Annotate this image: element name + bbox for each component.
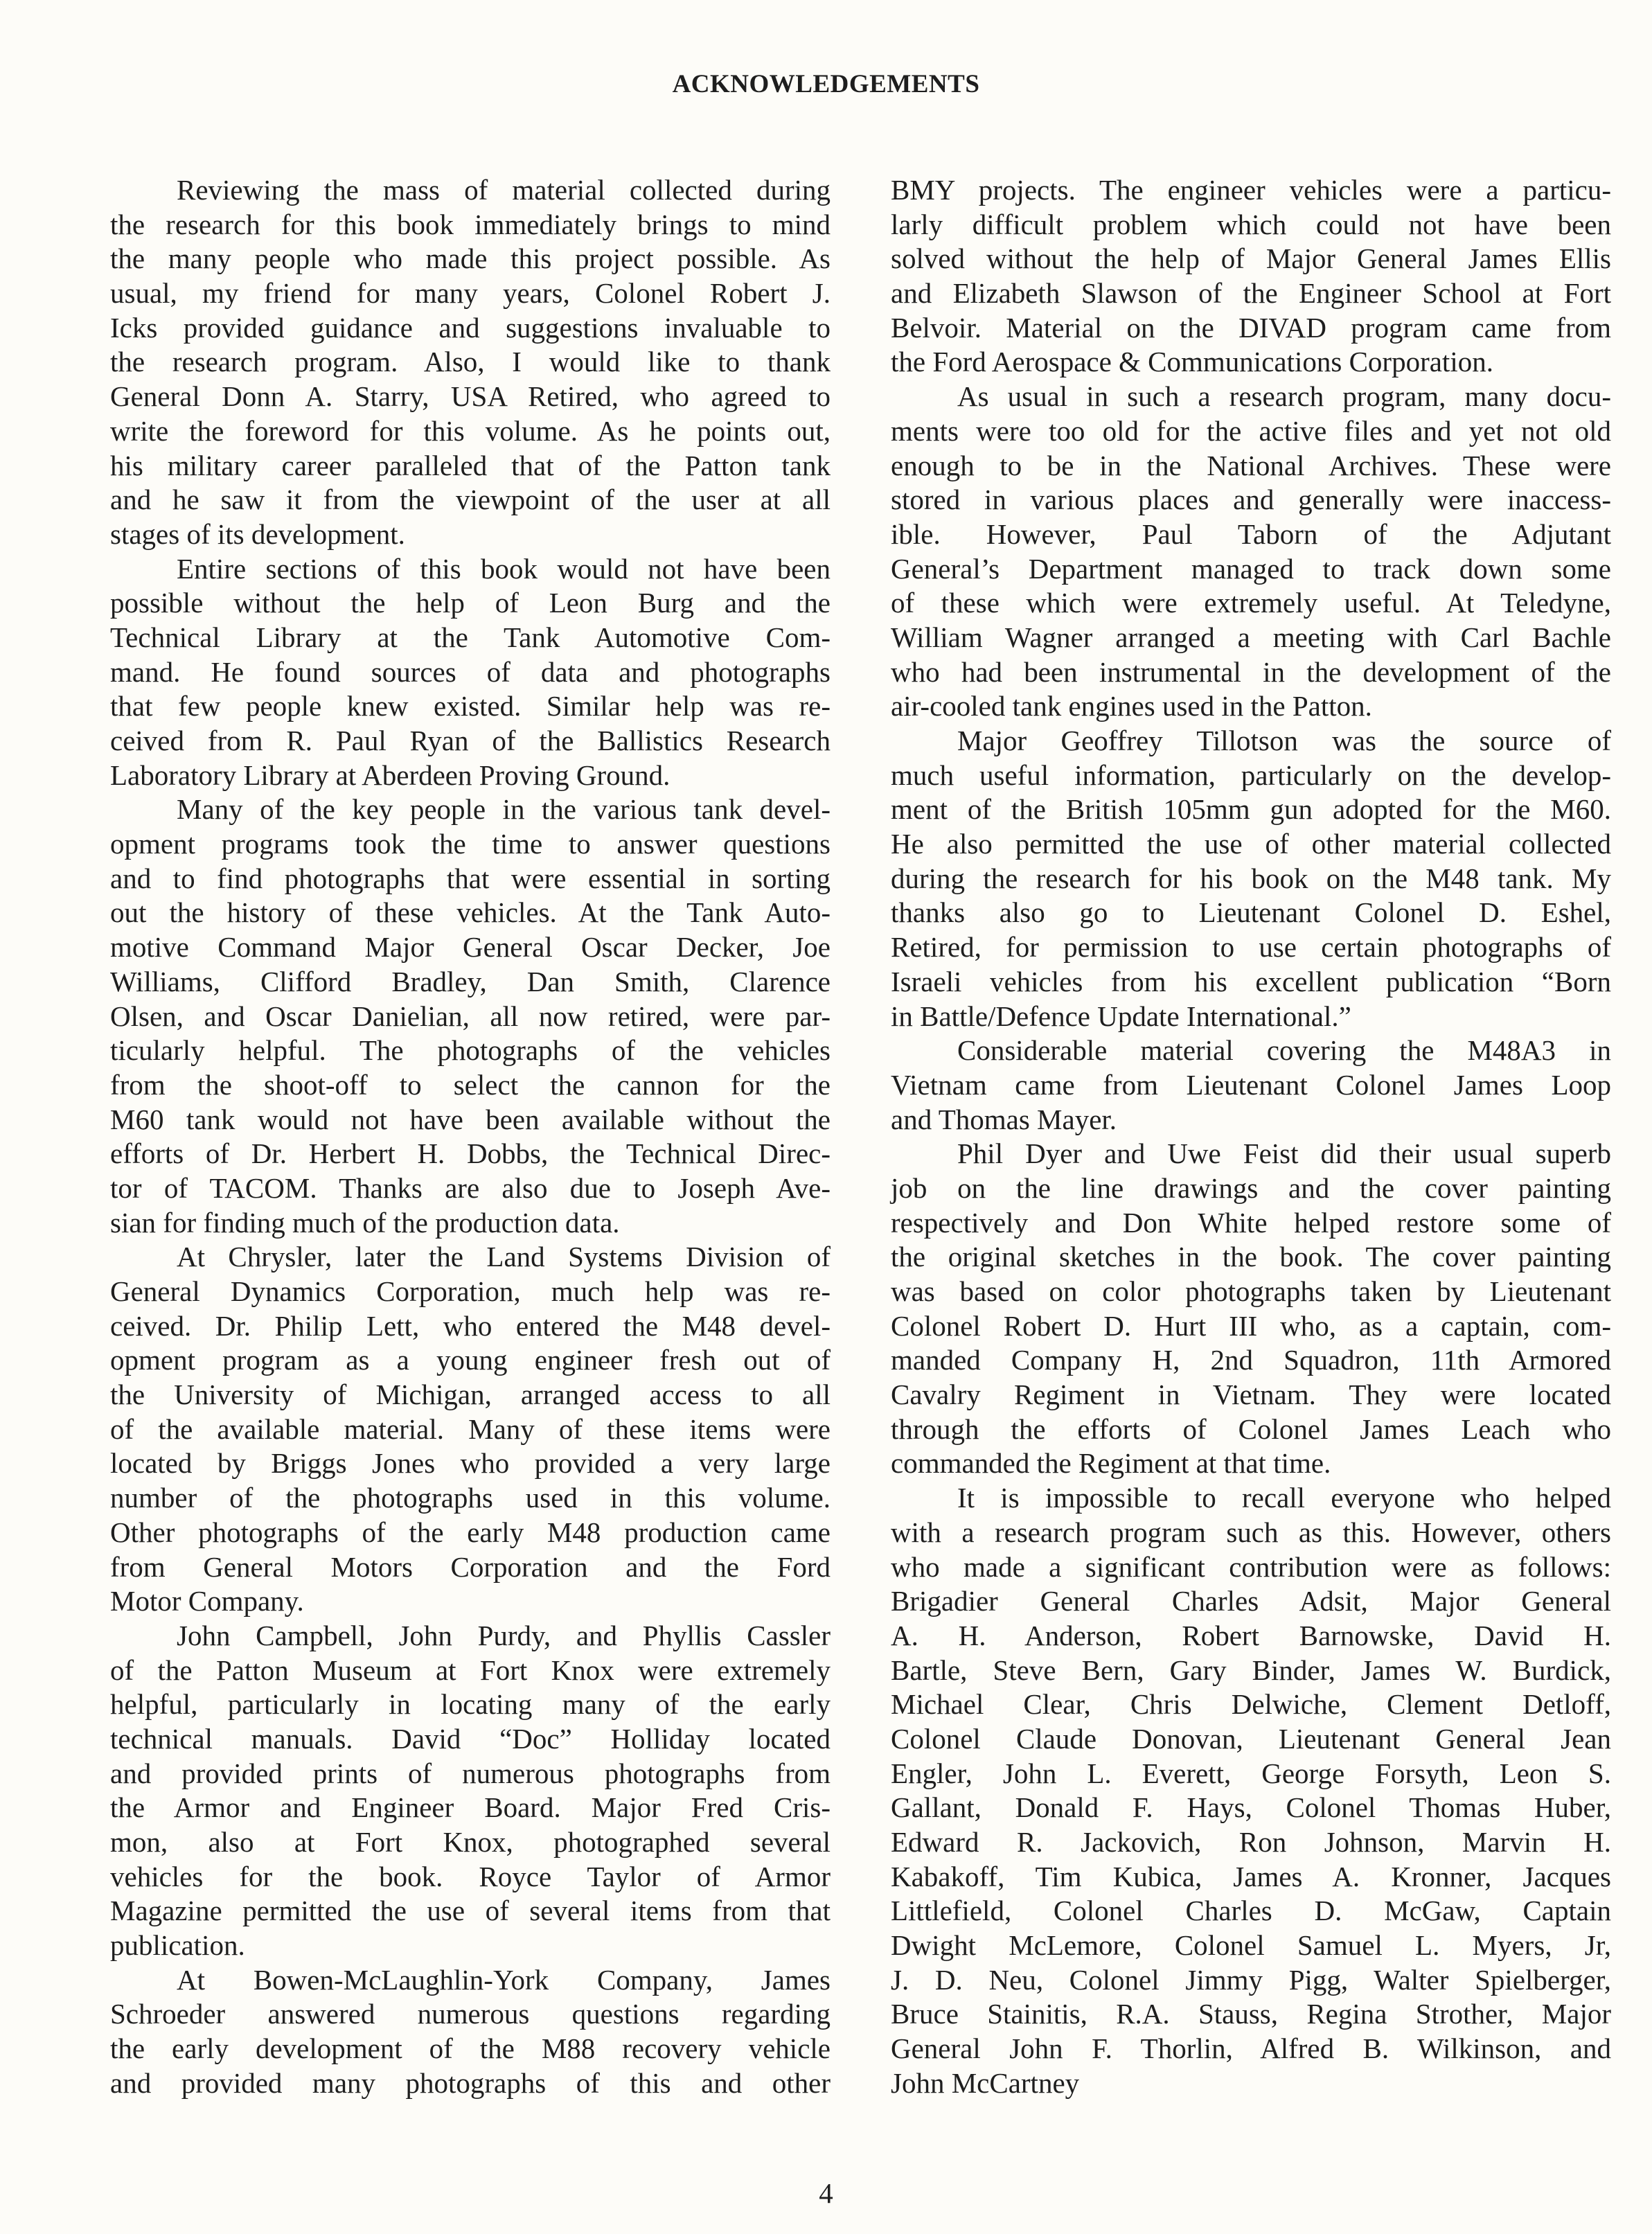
right-column (891, 173, 1611, 2101)
text-line: Bartle, Steve Bern, Gary Binder, James W. Burdick, (891, 1654, 1611, 1686)
text-line: Israeli vehicles from his excellent publication “Born (891, 965, 1611, 998)
text-line: ceived from R. Paul Ryan of the Ballistics Research (110, 725, 831, 756)
paragraph (110, 792, 831, 1240)
text-line: Vietnam came from Lieutenant Colonel James Loop (891, 1068, 1611, 1101)
text-line: Bruce Stainitis, R.A. Stauss, Regina Strother, Major (891, 1998, 1611, 2030)
text-line: commanded the Regiment at that time. (891, 1447, 1331, 1480)
text-line: General Donn A. Starry, USA Retired, who agreed to (110, 380, 831, 413)
text-line: vehicles for the book. Royce Taylor of Armor (110, 1860, 831, 1892)
text-line: of these which were extremely useful. At Teledyne, (891, 587, 1611, 619)
text-line: It is impossible to recall everyone who helped (957, 1482, 1611, 1514)
paragraph (110, 173, 831, 552)
text-line: General Dynamics Corporation, much help was re- (110, 1275, 831, 1307)
text-line: ment of the British 105mm gun adopted for the M60. (891, 793, 1611, 826)
text-line: ticularly helpful. The photographs of the vehicles (110, 1034, 831, 1067)
text-line: of the available material. Many of these items were (110, 1412, 831, 1445)
text-line: write the foreword for this volume. As he points out, (110, 414, 831, 447)
text-line: and provided many photographs of this and other (110, 2066, 831, 2099)
text-line: Michael Clear, Chris Delwiche, Clement Detloff, (891, 1688, 1611, 1721)
text-line: the Ford Aerospace & Communications Corporation. (891, 346, 1493, 378)
text-line: usual, my friend for many years, Colonel Robert J. (110, 277, 831, 310)
text-line: Schroeder answered numerous questions regarding (110, 1998, 831, 2030)
text-line: with a research program such as this. However, others (891, 1516, 1611, 1548)
paragraph (891, 1034, 1611, 1137)
paragraph (110, 1963, 831, 2101)
text-line: Magazine permitted the use of several items from that (110, 1895, 831, 1927)
text-line: Colonel Claude Donovan, Lieutenant General Jean (891, 1722, 1611, 1755)
text-line: Olsen, and Oscar Danielian, all now retired, were par- (110, 1000, 831, 1032)
text-line: Colonel Robert D. Hurt III who, as a captain, com- (891, 1309, 1611, 1342)
left-column (110, 173, 831, 2101)
text-line: stored in various places and generally were inaccess- (891, 484, 1611, 516)
paragraph (891, 173, 1611, 380)
text-line: solved without the help of Major General James Ellis (891, 242, 1611, 275)
paragraph (891, 380, 1611, 724)
text-line: air-cooled tank engines used in the Patton. (891, 690, 1372, 722)
text-line: during the research for his book on the M48 tank. My (891, 862, 1611, 894)
text-line: Engler, John L. Everett, George Forsyth, Leon S. (891, 1757, 1611, 1789)
text-line: William Wagner arranged a meeting with Carl Bachle (891, 621, 1611, 653)
text-line: and provided prints of numerous photographs from (110, 1757, 831, 1789)
text-line: possible without the help of Leon Burg and the (110, 587, 831, 619)
text-line: ments were too old for the active files and yet not old (891, 414, 1611, 447)
text-line: in Battle/Defence Update International.” (891, 1000, 1351, 1032)
text-line: Many of the key people in the various tank devel- (177, 793, 831, 826)
text-line: the research for this book immediately brings to mind (110, 208, 831, 240)
text-line: thanks also go to Lieutenant Colonel D. Eshel, (891, 896, 1611, 929)
text-line: and to find photographs that were essential in sorting (110, 862, 831, 894)
text-line: of the Patton Museum at Fort Knox were extremely (110, 1654, 831, 1686)
page-title: ACKNOWLEDGEMENTS (672, 70, 980, 98)
text-line: located by Briggs Jones who provided a very large (110, 1447, 831, 1480)
text-line: Entire sections of this book would not have been (177, 552, 831, 585)
text-line: Other photographs of the early M48 production came (110, 1516, 831, 1548)
text-line: the University of Michigan, arranged access to all (110, 1378, 831, 1411)
text-line: Belvoir. Material on the DIVAD program came from (891, 311, 1611, 344)
text-line: Reviewing the mass of material collected during (177, 174, 831, 206)
text-line: Kabakoff, Tim Kubica, James A. Kronner, Jacques (891, 1860, 1611, 1892)
text-line: helpful, particularly in locating many of the early (110, 1688, 831, 1721)
text-line: As usual in such a research program, many docu- (957, 380, 1611, 413)
paragraph (891, 1481, 1611, 2100)
text-line: out the history of these vehicles. At the Tank Auto- (110, 896, 831, 929)
text-line: publication. (110, 1929, 245, 1962)
text-line: Phil Dyer and Uwe Feist did their usual superb (957, 1137, 1611, 1170)
paragraph (891, 1137, 1611, 1481)
text-line: opment programs took the time to answer questions (110, 828, 831, 860)
text-line: A. H. Anderson, Robert Barnowske, David H. (891, 1619, 1611, 1651)
text-line: BMY projects. The engineer vehicles were a particu- (891, 174, 1611, 206)
text-line: Motor Company. (110, 1585, 304, 1617)
text-line: was based on color photographs taken by Lieutenant (891, 1275, 1611, 1307)
text-line: John Campbell, John Purdy, and Phyllis Cassler (177, 1619, 831, 1651)
paragraph (891, 724, 1611, 1034)
text-line: John McCartney (891, 2066, 1080, 2099)
text-line: Retired, for permission to use certain photographs of (891, 931, 1611, 964)
text-line: larly difficult problem which could not have been (891, 208, 1611, 240)
text-line: the original sketches in the book. The cover painting (891, 1241, 1611, 1273)
text-line: efforts of Dr. Herbert H. Dobbs, the Technical Direc- (110, 1137, 831, 1170)
text-line: At Chrysler, later the Land Systems Division of (177, 1241, 831, 1273)
text-line: M60 tank would not have been available without the (110, 1103, 831, 1135)
paragraph (110, 1619, 831, 1963)
paragraph (110, 1240, 831, 1619)
text-line: technical manuals. David “Doc” Holliday located (110, 1722, 831, 1755)
text-line: who had been instrumental in the development of the (891, 655, 1611, 688)
text-line: enough to be in the National Archives. These were (891, 449, 1611, 481)
text-line: his military career paralleled that of the Patton tank (110, 449, 831, 481)
text-line: Brigadier General Charles Adsit, Major General (891, 1585, 1611, 1617)
text-line: Littlefield, Colonel Charles D. McGaw, Captain (891, 1895, 1611, 1927)
text-line: the many people who made this project possible. As (110, 242, 831, 275)
text-line: General John F. Thorlin, Alfred B. Wilkinson, and (891, 2032, 1611, 2065)
text-line: Major Geoffrey Tillotson was the source of (957, 725, 1611, 756)
text-line: from General Motors Corporation and the Ford (110, 1550, 831, 1583)
text-line: General’s Department managed to track down some (891, 552, 1611, 585)
text-line: manded Company H, 2nd Squadron, 11th Armored (891, 1344, 1611, 1376)
text-line: stages of its development. (110, 517, 405, 550)
text-line: the research program. Also, I would like to thank (110, 346, 831, 378)
text-line: that few people knew existed. Similar help was re- (110, 690, 831, 722)
text-line: and Elizabeth Slawson of the Engineer School at Fort (891, 277, 1611, 310)
text-line: respectively and Don White helped restore some of (891, 1206, 1611, 1239)
text-line: and he saw it from the viewpoint of the user at all (110, 484, 831, 516)
text-line: ible. However, Paul Taborn of the Adjutant (891, 517, 1611, 550)
text-line: the early development of the M88 recovery vehicle (110, 2032, 831, 2065)
text-line: much useful information, particularly on the develop- (891, 759, 1611, 791)
text-line: and Thomas Mayer. (891, 1103, 1117, 1135)
text-line: Cavalry Regiment in Vietnam. They were located (891, 1378, 1611, 1411)
text-line: number of the photographs used in this volume. (110, 1482, 831, 1514)
text-line: Gallant, Donald F. Hays, Colonel Thomas Huber, (891, 1791, 1611, 1824)
text-line: job on the line drawings and the cover painting (891, 1171, 1611, 1204)
text-line: ceived. Dr. Philip Lett, who entered the M48 devel- (110, 1309, 831, 1342)
paragraph (110, 552, 831, 793)
text-line: opment program as a young engineer fresh out of (110, 1344, 831, 1376)
text-line: Considerable material covering the M48A3 in (957, 1034, 1611, 1067)
text-line: mon, also at Fort Knox, photographed several (110, 1826, 831, 1858)
text-line: Icks provided guidance and suggestions invaluable to (110, 311, 831, 344)
text-line: J. D. Neu, Colonel Jimmy Pigg, Walter Spielberger, (891, 1963, 1611, 1996)
text-line: Laboratory Library at Aberdeen Proving Ground. (110, 759, 670, 791)
text-line: Technical Library at the Tank Automotive Com- (110, 621, 831, 653)
text-line: sian for finding much of the production data. (110, 1206, 620, 1239)
text-line: Edward R. Jackovich, Ron Johnson, Marvin H. (891, 1826, 1611, 1858)
page-number: 4 (819, 2177, 833, 2209)
text-line: He also permitted the use of other material collected (891, 828, 1611, 860)
text-line: who made a significant contribution were as follows: (891, 1550, 1611, 1583)
text-line: from the shoot-off to select the cannon for the (110, 1068, 831, 1101)
text-line: mand. He found sources of data and photographs (110, 655, 831, 688)
text-line: through the efforts of Colonel James Leach who (891, 1412, 1611, 1445)
text-line: Williams, Clifford Bradley, Dan Smith, Clarence (110, 965, 831, 998)
text-line: At Bowen-McLaughlin-York Company, James (177, 1963, 831, 1996)
text-line: Dwight McLemore, Colonel Samuel L. Myers, Jr, (891, 1929, 1611, 1962)
text-line: tor of TACOM. Thanks are also due to Joseph Ave- (110, 1171, 831, 1204)
text-line: motive Command Major General Oscar Decker, Joe (110, 931, 831, 964)
text-line: the Armor and Engineer Board. Major Fred Cris- (110, 1791, 831, 1824)
